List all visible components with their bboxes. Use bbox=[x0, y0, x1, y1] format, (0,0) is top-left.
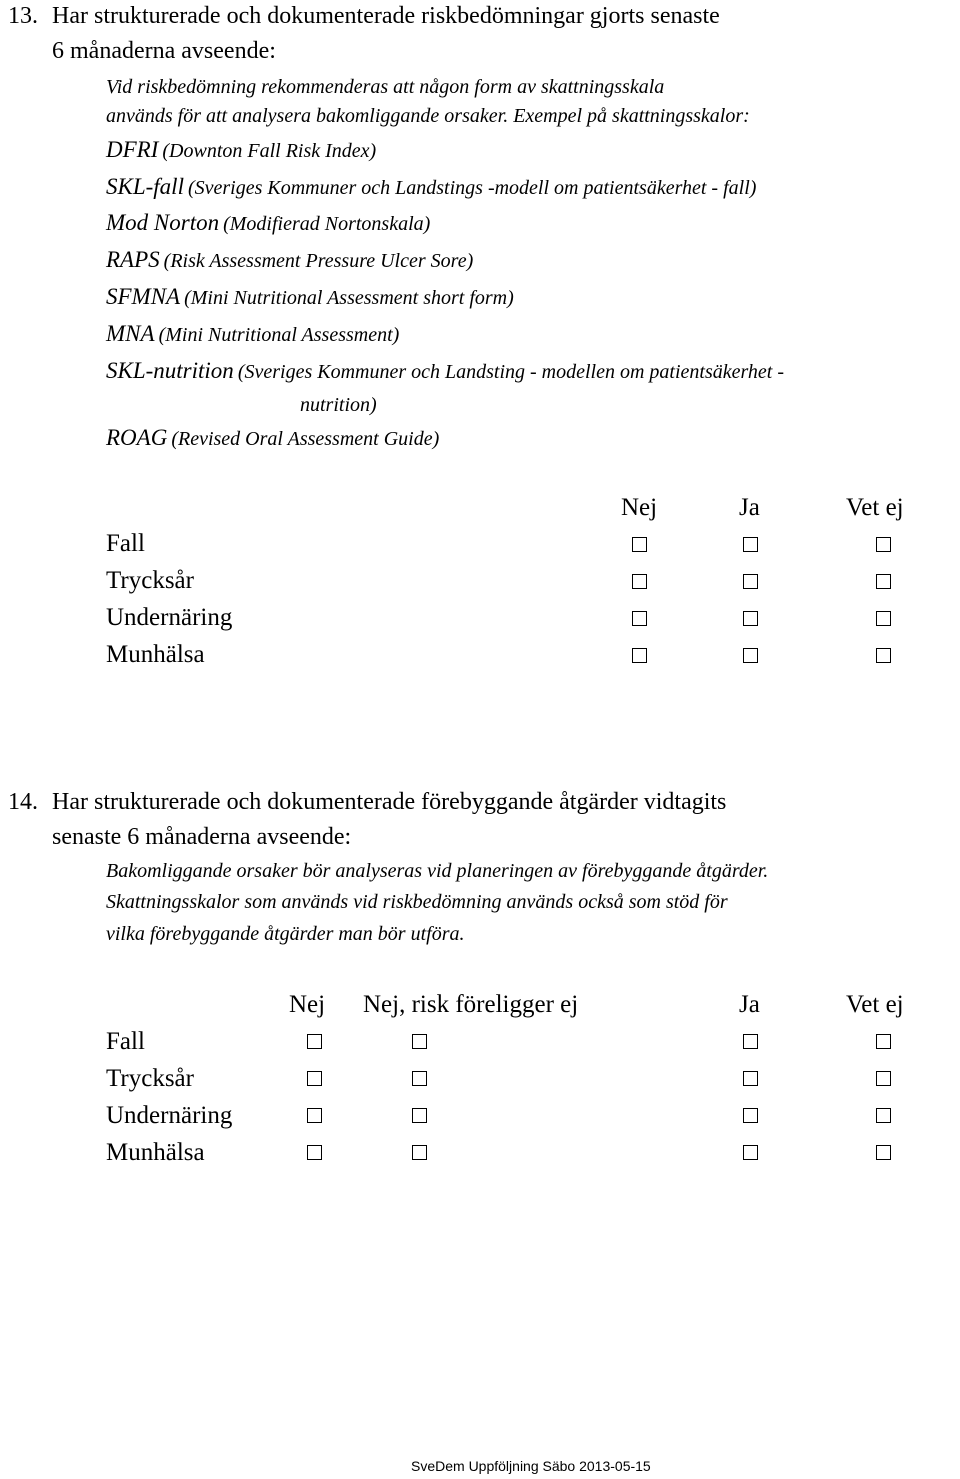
q14-title-line1: Har strukturerade och dokumenterade förebyggande åtgärder vidtagits bbox=[52, 789, 727, 815]
scale-item bbox=[106, 210, 430, 236]
scale-desc: (Downton Fall Risk Index) bbox=[162, 140, 377, 162]
scale-desc: (Risk Assessment Pressure Ulcer Sore) bbox=[163, 250, 474, 272]
q14-title-line2: senaste 6 månaderna avseende: bbox=[52, 824, 352, 850]
q13-undernaring-ja-checkbox[interactable] bbox=[743, 611, 758, 626]
q13-fall-nej-checkbox[interactable] bbox=[632, 537, 647, 552]
q14-col-nej: Nej bbox=[289, 991, 326, 1018]
scale-desc: (Mini Nutritional Assessment) bbox=[158, 324, 400, 346]
scale-name: ROAG bbox=[106, 425, 168, 450]
q14-row-munhalsa: Munhälsa bbox=[106, 1139, 205, 1166]
q13-fall-vet-ej-checkbox[interactable] bbox=[876, 537, 891, 552]
q13-trycksar-ja-checkbox[interactable] bbox=[743, 574, 758, 589]
scale-name: SKL-fall bbox=[106, 174, 184, 199]
scale-item bbox=[106, 425, 439, 451]
scale-item bbox=[106, 137, 376, 163]
q13-title-line1: Har strukturerade och dokumenterade riskbedömningar gjorts senaste bbox=[52, 3, 720, 29]
q14-undernaring-nej-checkbox[interactable] bbox=[307, 1108, 322, 1123]
scale-item bbox=[106, 174, 756, 200]
q14-trycksar-vet-ej-checkbox[interactable] bbox=[876, 1071, 891, 1086]
q14-row-fall: Fall bbox=[106, 1028, 145, 1055]
scale-desc: (Modifierad Nortonskala) bbox=[223, 213, 431, 235]
q13-undernaring-vet-ej-checkbox[interactable] bbox=[876, 611, 891, 626]
scale-name: RAPS bbox=[106, 247, 160, 272]
scale-item bbox=[106, 247, 473, 273]
q13-munhalsa-ja-checkbox[interactable] bbox=[743, 648, 758, 663]
q14-munhalsa-nej-checkbox[interactable] bbox=[307, 1145, 322, 1160]
q14-munhalsa-ja-checkbox[interactable] bbox=[743, 1145, 758, 1160]
q13-munhalsa-vet-ej-checkbox[interactable] bbox=[876, 648, 891, 663]
q14-note-line2: Skattningsskalor som används vid riskbedömning används också som stöd för bbox=[106, 891, 728, 913]
q14-col-ja: Ja bbox=[739, 991, 760, 1018]
scale-name: MNA bbox=[106, 321, 155, 346]
scale-name: SFMNA bbox=[106, 284, 181, 309]
q13-row-trycksar: Trycksår bbox=[106, 567, 194, 594]
q14-munhalsa-nej-risk-checkbox[interactable] bbox=[412, 1145, 427, 1160]
q14-trycksar-nej-checkbox[interactable] bbox=[307, 1071, 322, 1086]
q14-fall-ja-checkbox[interactable] bbox=[743, 1034, 758, 1049]
q13-note-line2: används för att analysera bakomliggande orsaker. Exempel på skattningsskalor: bbox=[106, 105, 750, 127]
scale-desc-continued: nutrition) bbox=[300, 394, 377, 416]
scale-name: DFRI bbox=[106, 137, 159, 162]
q13-trycksar-nej-checkbox[interactable] bbox=[632, 574, 647, 589]
q13-munhalsa-nej-checkbox[interactable] bbox=[632, 648, 647, 663]
q14-fall-nej-risk-checkbox[interactable] bbox=[412, 1034, 427, 1049]
scale-item bbox=[106, 358, 784, 384]
q14-undernaring-nej-risk-checkbox[interactable] bbox=[412, 1108, 427, 1123]
q13-fall-ja-checkbox[interactable] bbox=[743, 537, 758, 552]
q14-row-trycksar: Trycksår bbox=[106, 1065, 194, 1092]
q14-undernaring-vet-ej-checkbox[interactable] bbox=[876, 1108, 891, 1123]
scale-desc: (Sveriges Kommuner och Landstings -modell om patientsäkerhet - fall) bbox=[187, 177, 757, 199]
q14-number: 14. bbox=[8, 789, 38, 815]
q14-note-line3: vilka förebyggande åtgärder man bör utföra. bbox=[106, 923, 465, 945]
scale-desc: (Mini Nutritional Assessment short form) bbox=[184, 287, 514, 309]
scale-name: Mod Norton bbox=[106, 210, 220, 235]
q14-col-nej-risk-foreligger-ej: Nej, risk föreligger ej bbox=[363, 991, 579, 1018]
scale-desc: (Sveriges Kommuner och Landsting - modellen om patientsäkerhet - bbox=[237, 361, 785, 383]
q13-undernaring-nej-checkbox[interactable] bbox=[632, 611, 647, 626]
q14-trycksar-nej-risk-checkbox[interactable] bbox=[412, 1071, 427, 1086]
q14-fall-nej-checkbox[interactable] bbox=[307, 1034, 322, 1049]
q14-fall-vet-ej-checkbox[interactable] bbox=[876, 1034, 891, 1049]
q13-note-line1: Vid riskbedömning rekommenderas att någon form av skattningsskala bbox=[106, 76, 665, 98]
scale-desc: (Revised Oral Assessment Guide) bbox=[171, 428, 440, 450]
scale-name: SKL-nutrition bbox=[106, 358, 234, 383]
q13-row-fall: Fall bbox=[106, 530, 145, 557]
scale-item bbox=[106, 284, 514, 310]
q14-trycksar-ja-checkbox[interactable] bbox=[743, 1071, 758, 1086]
q13-trycksar-vet-ej-checkbox[interactable] bbox=[876, 574, 891, 589]
q13-title-line2: 6 månaderna avseende: bbox=[52, 38, 276, 64]
q13-col-nej: Nej bbox=[621, 494, 658, 521]
q14-col-vet-ej: Vet ej bbox=[846, 991, 904, 1018]
q14-note-line1: Bakomliggande orsaker bör analyseras vid planeringen av förebyggande åtgärder. bbox=[106, 860, 769, 882]
q14-munhalsa-vet-ej-checkbox[interactable] bbox=[876, 1145, 891, 1160]
scale-item bbox=[106, 321, 399, 347]
q13-row-undernaring: Undernäring bbox=[106, 604, 233, 631]
q13-col-ja: Ja bbox=[739, 494, 760, 521]
q14-row-undernaring: Undernäring bbox=[106, 1102, 233, 1129]
q13-col-vet-ej: Vet ej bbox=[846, 494, 904, 521]
page-footer: SveDem Uppföljning Säbo 2013-05-15 bbox=[411, 1458, 651, 1474]
q14-undernaring-ja-checkbox[interactable] bbox=[743, 1108, 758, 1123]
q13-row-munhalsa: Munhälsa bbox=[106, 641, 205, 668]
q13-number: 13. bbox=[8, 3, 38, 29]
